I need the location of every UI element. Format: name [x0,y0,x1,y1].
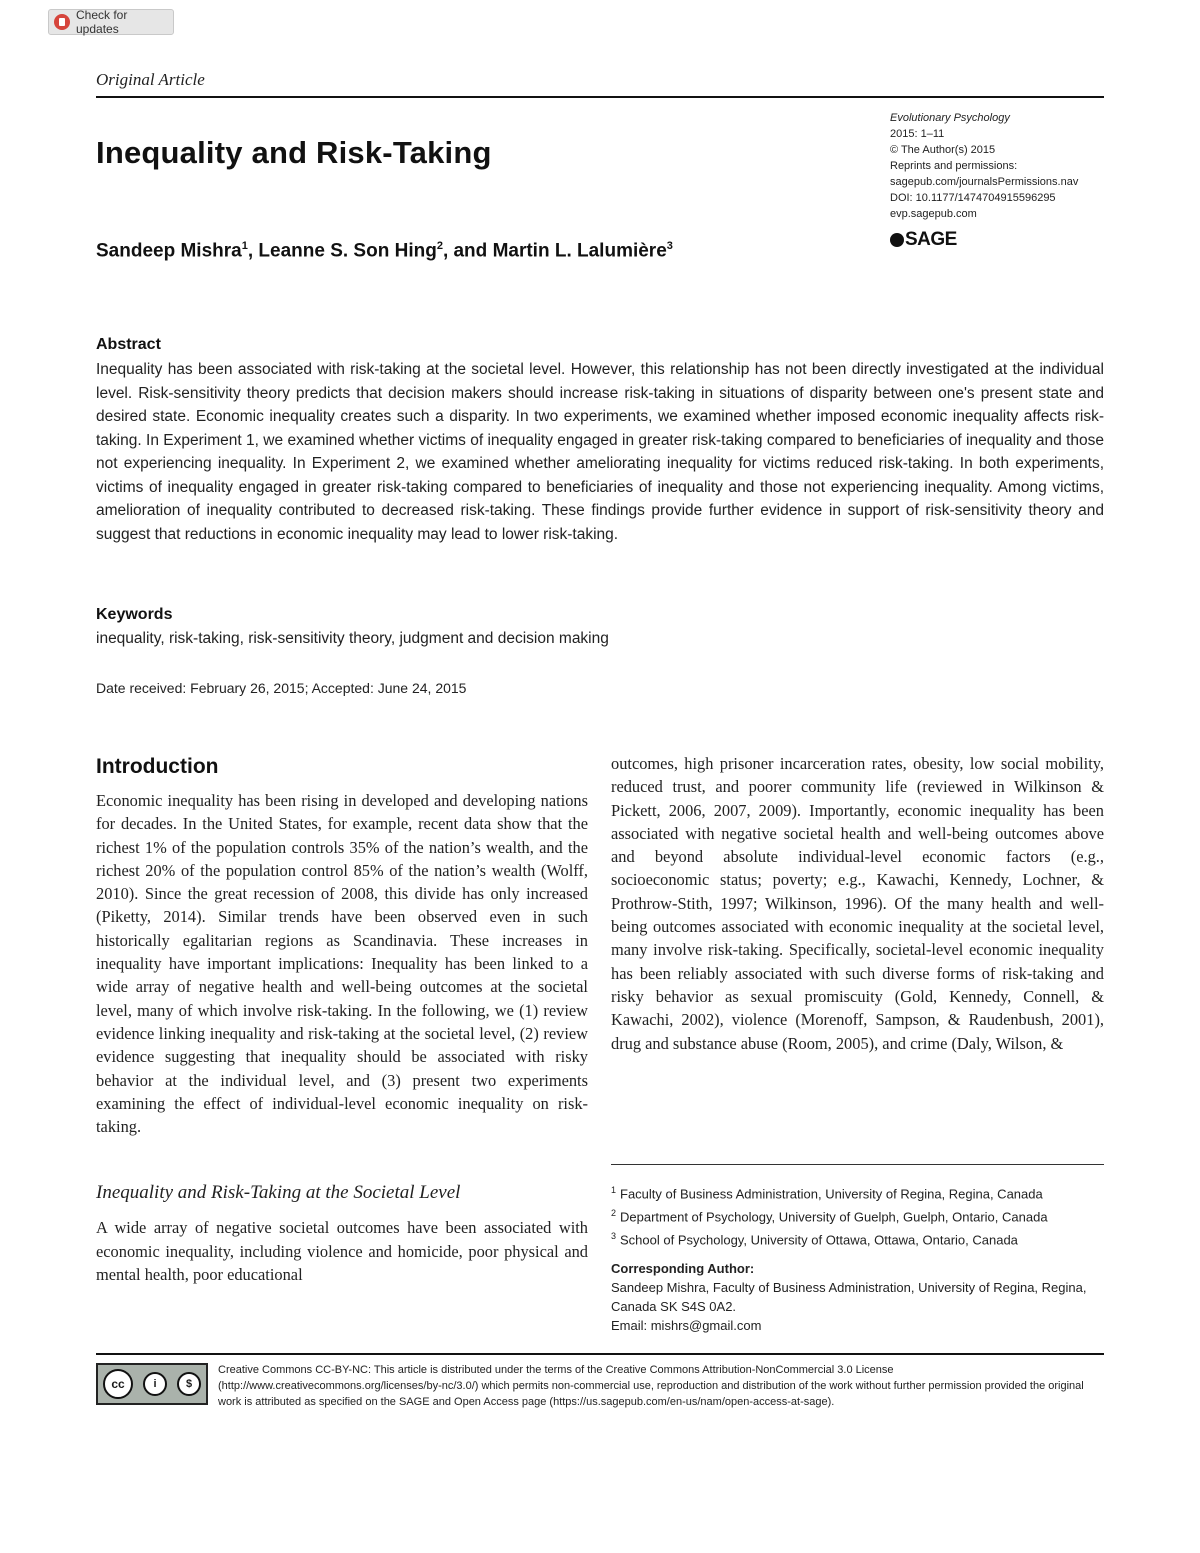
author-separator: , and [442,240,493,262]
author-name: Martin L. Lalumière [492,240,667,262]
check-for-updates-button[interactable] [48,9,174,35]
publisher-name: SAGE [905,229,957,250]
license-divider [96,1353,1104,1355]
author-separator: , [247,240,259,262]
body-paragraph: A wide array of negative societal outcomes have been associated with economic inequality, including violence and homicide, poor physical and mental health, poor educational [96,1218,588,1285]
author-name: Leanne S. Son Hing [258,240,437,262]
copyright-notice: © The Author(s) 2015 [890,144,996,156]
affiliation-number: 2 [611,1207,617,1218]
affiliation-marker: 1 [241,240,248,252]
affiliation-item [611,1227,1104,1250]
cc-license-badge[interactable] [96,1363,208,1405]
article-title: Inequality and Risk-Taking [96,135,492,170]
abstract-text: Inequality has been associated with risk-taking at the societal level. However, this relationship has not been directly investigated at the individual level. Risk-sensitivity theory predicts that decision makers should increase risk-taking in situations of disparity between one's present state and desired state. Economic inequality creates such a disparity. In two experiments, we examined whether imposed economic inequality affects risk-taking. In Experiment 1, we examined whether victims of inequality engaged in greater risk-taking compared to beneficiaries of inequality and those not experiencing inequality. In Experiment 2, we examined whether ameliorating inequality for victims reduced risk-taking. In both experiments, victims of inequality engaged in greater risk-taking compared to beneficiaries of inequality and those not experiencing inequality. Among victims, amelioration of inequality contributed to decreased risk-taking. These findings provide further evidence in support of risk-sensitivity theory and suggest that reductions in economic inequality may lead to lower risk-taking. [96,361,1104,543]
article-type: Original Article [96,70,205,89]
abstract-section [96,336,1104,546]
affiliation-marker: 2 [436,240,443,252]
journal-name: Evolutionary Psychology [890,112,1010,124]
cc-icon: cc [103,1369,133,1399]
corresponding-email[interactable]: Email: mishrs@gmail.com [611,1318,762,1333]
date-received: Date received: February 26, 2015; Accepted: June 24, 2015 [96,680,467,696]
affiliations [611,1181,1104,1249]
by-attribution-icon: i [143,1372,167,1396]
keywords-text: inequality, risk-taking, risk-sensitivity theory, judgment and decision making [96,630,609,647]
subsection-heading: Inequality and Risk-Taking at the Societal Level [96,1182,461,1204]
noncommercial-icon: $ [177,1372,201,1396]
crossmark-icon [54,14,70,30]
footnote-divider [611,1164,1104,1165]
body-paragraph: outcomes, high prisoner incarceration rates, obesity, low social mobility, reduced trust, and poorer community life (reviewed in Wilkinson & Pickett, 2006, 2007, 2009). Importantly, economic inequality has been associated with negative societal health and well-being outcomes above and beyond absolute individual-level economic factors (e.g., socioeconomic status; poverty; e.g., Kawachi, Kennedy, Lochner, & Prothrow-Stith, 1997; Wilkinson, 1996). Of the many health and well-being outcomes associated with economic inequality at the societal level, many involve risk-taking. Specifically, societal-level economic inequality has been reliably associated with such diverse forms of risk-taking and risky behavior as sexual promiscuity (Gold, Kennedy, Connell, & Kawachi, 2002), violence (Morenoff, Sampson, & Raudenbush, 2001), drug and substance abuse (Room, 2005), and crime (Daly, Wilson, & [611,754,1104,1053]
author-list [96,240,673,262]
journal-site-link[interactable]: evp.sagepub.com [890,208,977,220]
reprints-label: Reprints and permissions: [890,160,1018,172]
reprints-link[interactable]: sagepub.com/journalsPermissions.nav [890,176,1079,188]
sage-mark-icon [890,233,904,247]
right-column [611,752,1104,1055]
header-divider [96,96,1104,98]
affiliation-text: Department of Psychology, University of Guelph, Guelph, Ontario, Canada [620,1209,1048,1225]
keywords-heading: Keywords [96,606,173,623]
sage-logo [890,229,957,251]
affiliation-item [611,1204,1104,1227]
check-for-updates-label: Check for updates [76,8,128,36]
journal-info [890,110,1078,222]
license-text: Creative Commons CC-BY-NC: This article is distributed under the terms of the Creative Commons Attribution-NonCommercial 3.0 License (http://www.creativecommons.org/licenses/by-nc/3.0/) which permits non-commercial use, reproduction and distribution of the work without further permission provided the original work is attributed as specified on the SAGE and Open Access page (https://us.sagepub.com/en-us/nam/open-access-at-sage). [218,1364,1084,1408]
affiliation-marker: 3 [666,240,673,252]
affiliation-text: School of Psychology, University of Ottawa, Ottawa, Ontario, Canada [620,1231,1018,1247]
journal-pages: 2015: 1–11 [890,128,945,140]
author-name: Sandeep Mishra [96,240,242,262]
corresponding-author [611,1259,1104,1335]
affiliation-text: Faculty of Business Administration, University of Regina, Regina, Canada [620,1186,1043,1202]
left-column [96,755,588,1286]
abstract-heading: Abstract [96,336,161,353]
affiliation-number: 3 [611,1230,617,1241]
introduction-heading: Introduction [96,755,219,778]
affiliation-number: 1 [611,1185,617,1195]
body-paragraph: Economic inequality has been rising in developed and developing nations for decades. In the United States, for example, recent data show that the richest 1% of the population controls 35% of the nation’s wealth, and the richest 20% of the population control 85% of the nation’s wealth (Wolff, 2010). Since the great recession of 2008, this divide has only increased (Piketty, 2014). Similar trends have been observed even in such historically egalitarian regions as Scandinavia. These increases in inequality have important implications: Inequality has been linked to a wide array of negative health and well-being outcomes at the societal level, many of which involve risk-taking. In the following, we (1) review evidence linking inequality and risk-taking at the societal level, (2) review evidence suggesting that inequality should be associated with risky behavior at the individual level, and (3) present two experiments examining the effect of individual-level economic inequality on risk-taking. [96,791,588,1137]
corresponding-label: Corresponding Author: [611,1261,755,1276]
corresponding-address: Sandeep Mishra, Faculty of Business Administration, University of Regina, Regina, Canada SK S4S 0A2. [611,1280,1087,1314]
keywords-section [96,606,1104,648]
doi-link[interactable]: DOI: 10.1177/1474704915596295 [890,192,1056,204]
affiliation-item [611,1181,1104,1204]
